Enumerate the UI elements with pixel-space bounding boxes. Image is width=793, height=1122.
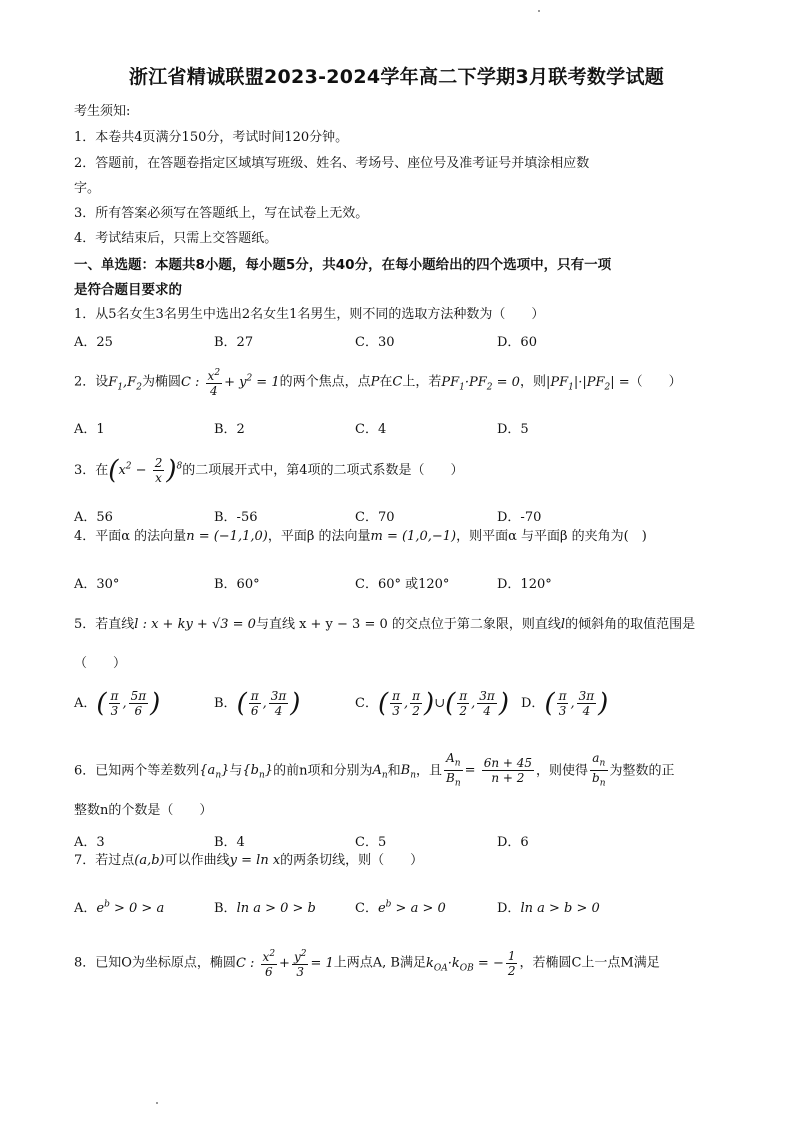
q7-option-b: B．ln a > 0 > b: [214, 901, 316, 916]
q1-option-d: D．60: [497, 335, 537, 350]
q7-option-d: D．ln a > b > 0: [497, 901, 600, 916]
q6-ratio-equation: $\frac{A_n}{B_n}$ = $\frac{6n + 45}{n + 2}$: [446, 751, 533, 789]
q4-vector-n: n = (−1,1,0): [186, 529, 268, 544]
q5-line-equation: l : x + ky + √3 = 0: [134, 617, 256, 632]
q4-option-a: A．30°: [74, 577, 120, 592]
q6-option-a: A．3: [74, 835, 105, 850]
notice-item-2: 2．答题前，在答题卷指定区域填写班级、姓名、考场号、座位号及准考证号并填涂相应数: [74, 156, 590, 171]
q3-option-b: B．-56: [214, 510, 258, 525]
q2-options: [74, 418, 724, 436]
q3-option-c: C．70: [355, 510, 395, 525]
q6-option-d: D．6: [497, 835, 529, 850]
scan-speck: [156, 1102, 158, 1104]
q6-options: [74, 831, 724, 849]
q2-magnitude-product: $|PF_1|\cdot|PF_2|$ =: [545, 374, 630, 393]
q6-option-c: C．5: [355, 835, 387, 850]
q8-stem: 8．已知O为坐标原点，椭圆C : $\frac{x^2}{6}$ + $\frac{y^2}{3}$ = 1上两点A, B满足$k_{OA}\cdot k_{OB}$ = − $\frac{1}{2}$ ，若椭圆C上一点M满足: [74, 948, 660, 979]
section-heading-line2: 是符合题目要求的: [74, 282, 182, 298]
q5-option-a: A．( $\frac{\pi}{3}$ , $\frac{5\pi}{6}$ ): [74, 688, 161, 719]
notice-heading: 考生须知:: [74, 104, 131, 119]
notice-item-2-cont: 字。: [74, 181, 101, 196]
q4-stem: 4．平面α 的法向量n = (−1,1,0)，平面β 的法向量m = (1,0,−1)，则平面α 与平面β 的夹角为( ): [74, 529, 647, 544]
q6-option-b: B．4: [214, 835, 245, 850]
q5-option-c: C．( $\frac{\pi}{3}$ , $\frac{\pi}{2}$ )∪( $\frac{\pi}{2}$ , $\frac{3\pi}{4}$ ): [355, 688, 509, 719]
q8-ellipse-equation: C : $\frac{x^2}{6}$ + $\frac{y^2}{3}$ = 1: [235, 949, 334, 979]
q2-option-d: D．5: [497, 422, 529, 437]
q1-option-b: B．27: [214, 335, 254, 350]
q7-option-c: C．$e^b > a > 0$: [355, 899, 446, 916]
q4-vector-m: m = (1,0,−1): [370, 529, 457, 544]
q8-slope-product: $k_{OA}\cdot k_{OB}$ = − $\frac{1}{2}$: [425, 948, 516, 978]
q1-option-a: A．25: [74, 335, 113, 350]
q5-option-b: B．( $\frac{\pi}{6}$ , $\frac{3\pi}{4}$ ): [214, 688, 301, 719]
notice-item-1: 1．本卷共4页满分150分，考试时间120分钟。: [74, 130, 349, 145]
q4-option-c: C．60° 或120°: [355, 577, 450, 592]
q2-option-b: B．2: [214, 422, 245, 437]
q1-options: [74, 331, 724, 349]
q3-stem: 3．在($x^2$ − $\frac{2}{x}$ )$^8$的二项展开式中，第4项的二项式系数是（ ）: [74, 455, 464, 486]
q1-stem: 1．从5名女生3名男生中选出2名女生1名男生，则不同的选取方法种数为（ ）: [74, 307, 545, 322]
q3-option-d: D．-70: [497, 510, 542, 525]
q3-options: [74, 506, 724, 524]
q3-option-a: A．56: [74, 510, 113, 525]
q2-dot-product: $PF_1\cdot PF_2 = 0$: [441, 374, 520, 393]
q2-option-a: A．1: [74, 422, 105, 437]
page-title: 浙江省精诚联盟2023-2024学年高二下学期3月联考数学试题: [128, 66, 665, 88]
q2-ellipse-equation: C : $\frac{x^2}{4}$ + $y^2 = 1$: [180, 368, 280, 398]
q6-ratio-ab: $\frac{a_n}{b_n}$: [592, 751, 606, 789]
q7-options: [74, 897, 724, 915]
notice-item-3: 3．所有答案必须写在答题纸上，写在试卷上无效。: [74, 206, 369, 221]
q6-stem-cont: 整数n的个数是（ ）: [74, 803, 213, 818]
q2-foci: $F_1,F_2$: [108, 374, 142, 393]
q4-option-d: D．120°: [497, 577, 552, 592]
q1-option-c: C．30: [355, 335, 395, 350]
q7-option-a: A．$e^b > 0 > a$: [74, 899, 165, 916]
notice-item-4: 4．考试结束后，只需上交答题纸。: [74, 231, 278, 246]
q3-binomial: ($x^2$ − $\frac{2}{x}$ )$^8$: [108, 455, 183, 486]
q5-options: [74, 688, 724, 719]
q2-option-c: C．4: [355, 422, 387, 437]
q5-stem: 5．若直线l : x + ky + √3 = 0与直线 x + y − 3 = 0 的交点位于第二象限，则直线l的倾斜角的取值范围是: [74, 617, 696, 632]
section-heading-line1: 一、单选题：本题共8小题，每小题5分，共40分，在每小题给出的四个选项中，只有一项: [74, 257, 612, 273]
q5-option-d: D．( $\frac{\pi}{3}$ , $\frac{3\pi}{4}$ ): [521, 688, 609, 719]
q4-option-b: B．60°: [214, 577, 260, 592]
q4-options: [74, 573, 724, 591]
scan-speck: [538, 10, 540, 12]
q5-stem-cont: （ ）: [74, 656, 127, 671]
q2-stem: 2．设$F_1,F_2$为椭圆C : $\frac{x^2}{4}$ + $y^2 = 1$的两个焦点，点P在C上，若$PF_1\cdot PF_2 = 0$，则$|PF_1|\cdot|PF_2|$ =（ ）: [74, 368, 682, 398]
q7-stem: 7．若过点(a,b)可以作曲线y = ln x的两条切线，则（ ）: [74, 853, 424, 868]
q6-stem: 6．已知两个等差数列$\{a_n\}$与$\{b_n\}$的前n项和分别为$A_n$和$B_n$，且 $\frac{A_n}{B_n}$ = $\frac{6n + 45}{n + 2}$ ，则使得 $\frac{a_n}{b_n}$ 为整数的正: [74, 751, 675, 789]
